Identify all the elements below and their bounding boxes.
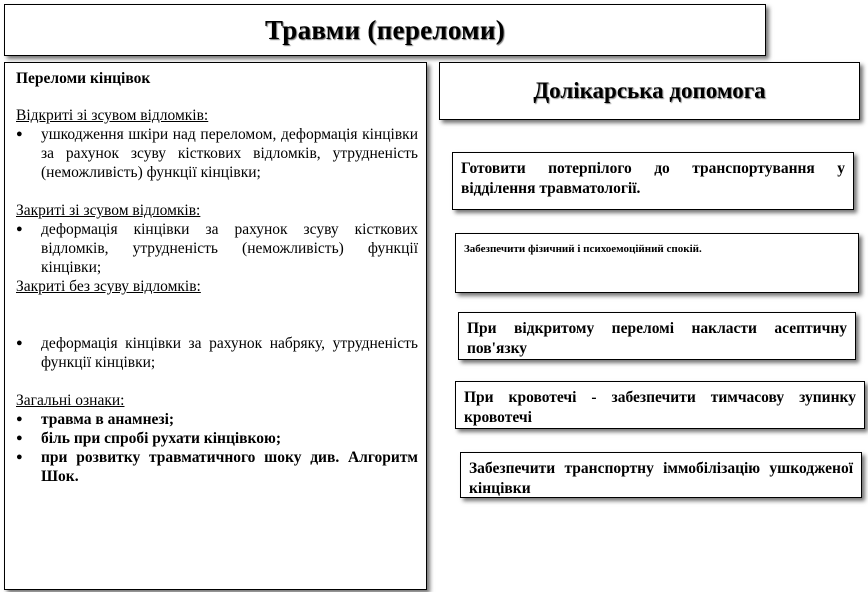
- section-list-open-displaced: [16, 125, 418, 182]
- list-item: ● деформація кінцівки за рахунок зсуву кісткових відломків, утрудненість (неможливість) функції кінцівки;: [16, 220, 418, 277]
- section-subtitle-closed-displaced: Закриті зі зсувом відломків:: [16, 202, 201, 219]
- first-aid-title: Долікарська допомога: [533, 78, 766, 103]
- title-box: [4, 4, 766, 56]
- first-aid-step-5: Забезпечити транспортну іммобілізацію ушкодженої кінцівки: [460, 452, 862, 498]
- first-aid-step-1: Готовити потерпілого до транспортування у відділення травматології.: [452, 152, 854, 210]
- section-list-general-signs: [16, 410, 418, 486]
- first-aid-step-3: При відкритому переломі накласти асептичну пов'язку: [458, 312, 856, 360]
- list-item: ● біль при спробі рухати кінцівкою;: [16, 429, 418, 448]
- list-item: ● при розвитку травматичного шоку див. Алгоритм Шок.: [16, 448, 418, 486]
- first-aid-step-2: Забезпечити фізичний і психоемоційний спокій.: [455, 233, 859, 293]
- section-list-closed-displaced: [16, 220, 418, 277]
- page-title: Травми (переломи): [264, 14, 506, 45]
- fracture-signs-panel: [4, 62, 427, 590]
- section-subtitle-open-displaced: Відкриті зі зсувом відломків:: [16, 107, 209, 124]
- section-subtitle-general-signs: Загальні ознаки:: [16, 392, 125, 409]
- list-item: ● ушкодження шкіри над переломом, деформація кінцівки за рахунок зсуву кісткових відломків, утрудненість (неможливість) функції кінцівки;: [16, 125, 418, 182]
- section-subtitle-closed-nondisplaced: Закриті без зсуву відломків:: [16, 278, 201, 295]
- list-item: ● травма в анамнезі;: [16, 410, 418, 429]
- first-aid-title-box: [439, 62, 860, 120]
- list-item: ● деформація кінцівки за рахунок набряку, утрудненість функції кінцівки;: [16, 334, 418, 372]
- first-aid-step-4: При кровотечі - забезпечити тимчасову зупинку кровотечі: [455, 381, 865, 429]
- panel-heading: Переломи кінцівок: [16, 70, 151, 87]
- section-list-closed-nondisplaced: [16, 334, 418, 372]
